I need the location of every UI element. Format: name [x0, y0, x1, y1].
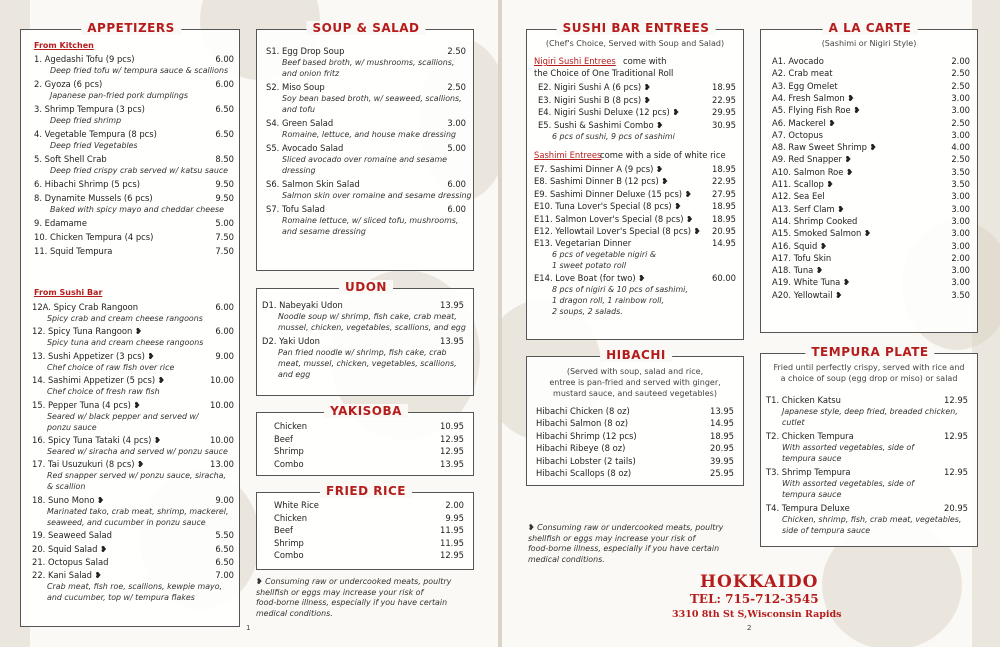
menu-item-description: Chef choice of fresh raw fish — [47, 387, 160, 397]
hibachi-title: HIBACHI — [600, 348, 672, 362]
from-kitchen-label: From Kitchen — [34, 41, 94, 50]
menu-item-description: mussel, chicken, vegetables, scallions, and egg — [278, 323, 466, 332]
menu-item-description: Japanese style, deep fried, breaded chicken, — [782, 407, 958, 416]
menu-item-price: 2.50 — [447, 82, 466, 92]
menu-item-price: 10.95 — [440, 421, 464, 431]
menu-item-price: 18.95 — [712, 213, 736, 224]
sushi-bar-subtitle: (Chef's Choice, Served with Soup and Salad) — [545, 39, 725, 48]
menu-item-name: T4. Tempura Deluxe — [766, 503, 850, 513]
menu-item-price: 3.00 — [951, 215, 970, 226]
menu-item-price: 7.50 — [215, 232, 234, 242]
consumer-advisory-line: medical conditions. — [528, 554, 605, 564]
menu-item-price: 12.95 — [944, 431, 968, 441]
menu-item-name: E10. Tuna Lover's Special (8 pcs) ❥ — [534, 201, 682, 212]
sashimi-entrees-note: come with a side of white rice — [600, 150, 726, 160]
menu-item-price: 6.00 — [447, 179, 466, 189]
menu-item-name: A13. Serf Clam ❥ — [772, 203, 845, 214]
menu-item-price: 6.00 — [215, 326, 234, 337]
menu-item-price: 12.95 — [440, 550, 464, 560]
menu-item-price: 6.50 — [215, 129, 234, 139]
menu-item-name: 14. Sashimi Appetizer (5 pcs) ❥ — [32, 375, 165, 386]
yakisoba-title: YAKISOBA — [324, 404, 408, 418]
menu-item-name: Hibachi Salmon (8 oz) — [536, 418, 629, 429]
menu-item-name: Combo — [274, 550, 304, 560]
menu-item-description: 6 pcs of sushi, 9 pcs of sashimi — [552, 131, 675, 141]
menu-item-name: E8. Sashimi Dinner B (12 pcs) ❥ — [534, 176, 669, 187]
menu-item-name: 13. Sushi Appetizer (3 pcs) ❥ — [32, 350, 155, 361]
menu-item-description: Deep fried crispy crab served w/ katsu sauce — [50, 166, 229, 175]
menu-item-price: 13.00 — [210, 459, 234, 470]
hibachi-subtitle-line: entree is pan-fried and served with ginger, — [549, 378, 721, 387]
menu-item-name: T3. Shrimp Tempura — [766, 467, 851, 477]
nigiri-entrees-label: Nigiri Sushi Entrees — [534, 56, 616, 66]
menu-item-price: 10.00 — [210, 375, 234, 386]
tempura-plate-title: TEMPURA PLATE — [805, 345, 934, 359]
menu-item-price: 2.00 — [951, 252, 970, 263]
from-sushi-bar-label: From Sushi Bar — [34, 288, 103, 297]
menu-item-name: 9. Edamame — [34, 218, 87, 228]
menu-item-price: 3.00 — [951, 203, 970, 214]
menu-item-description: Chicken, shrimp, fish, crab meat, vegetables, — [782, 515, 962, 524]
menu-item-description: 1 dragon roll, 1 rainbow roll, — [552, 295, 664, 305]
menu-item-price: 2.00 — [445, 500, 464, 510]
menu-item-price: 2.50 — [951, 154, 970, 165]
menu-item-name: 5. Soft Shell Crab — [34, 154, 107, 164]
menu-item-price: 22.95 — [712, 176, 736, 187]
menu-item-name: Shrimp — [274, 537, 304, 548]
tempura-subtitle-line: Fried until perfectly crispy, served with rice and — [773, 363, 965, 372]
menu-item-price: 20.95 — [712, 226, 736, 236]
menu-item-name: Chicken — [274, 512, 308, 523]
menu-item-price: 9.50 — [215, 179, 234, 189]
menu-item-name: 20. Squid Salad ❥ — [32, 543, 108, 554]
menu-item-name: 6. Hibachi Shrimp (5 pcs) — [34, 179, 140, 189]
hibachi-subtitle-line: mustard sauce, and sauteed vegetables) — [553, 389, 717, 398]
menu-item-name: A4. Fresh Salmon ❥ — [772, 92, 855, 103]
menu-item-name: A10. Salmon Roe ❥ — [772, 166, 854, 177]
menu-item-name: White Rice — [274, 500, 319, 510]
menu-item-description: seaweed, and cucumber in ponzu sauce — [47, 517, 206, 527]
menu-item-description: Chef choice of raw fish over rice — [47, 362, 175, 372]
menu-item-name: 4. Vegetable Tempura (8 pcs) — [34, 129, 157, 139]
menu-item-price: 11.95 — [440, 537, 464, 548]
menu-item-price: 13.95 — [440, 300, 464, 310]
menu-item-name: E5. Sushi & Sashimi Combo ❥ — [538, 119, 664, 130]
menu-item-name: Beef — [274, 525, 293, 535]
menu-item-price: 18.95 — [710, 430, 734, 441]
menu-item-price: 60.00 — [712, 272, 736, 283]
menu-item-name: 12A. Spicy Crab Rangoon — [32, 302, 139, 312]
menu-item-name: S5. Avocado Salad — [266, 143, 344, 153]
menu-item-name: D1. Nabeyaki Udon — [262, 300, 343, 310]
restaurant-address: 3310 8th St S,Wisconsin Rapids — [672, 609, 842, 620]
menu-item-price: 2.00 — [951, 56, 970, 66]
restaurant-phone: TEL: 715-712-3545 — [690, 592, 819, 606]
menu-item-price: 12.95 — [440, 446, 464, 456]
udon-title: UDON — [339, 280, 393, 294]
menu-item-name: 8. Dynamite Mussels (6 pcs) — [34, 193, 153, 203]
menu-item-name: 21. Octopus Salad — [32, 557, 109, 567]
menu-item-price: 12.95 — [944, 467, 968, 477]
menu-item-name: T2. Chicken Tempura — [766, 431, 854, 441]
menu-item-price: 9.00 — [215, 350, 234, 361]
menu-item-name: S1. Egg Drop Soup — [266, 46, 345, 56]
menu-item-name: 1. Agedashi Tofu (9 pcs) — [34, 54, 135, 64]
menu-item-description: ponzu sauce — [47, 422, 97, 432]
a-la-carte-title: A LA CARTE — [823, 21, 918, 35]
menu-item-name: A7. Octopus — [772, 129, 823, 140]
menu-item-name: E7. Sashimi Dinner A (9 pcs) ❥ — [534, 164, 664, 174]
menu-item-description: 2 soups, 2 salads. — [552, 306, 623, 316]
a-la-carte-subtitle: (Sashimi or Nigiri Style) — [821, 39, 917, 48]
menu-item-description: Beef based broth, w/ mushrooms, scallions, — [282, 58, 455, 67]
consumer-advisory-line: food-borne illness, especially if you have certain — [528, 544, 720, 553]
menu-item-description: Marinated tako, crab meat, shrimp, mackerel, — [47, 506, 229, 516]
menu-item-name: Shrimp — [274, 446, 304, 456]
menu-item-name: A19. White Tuna ❥ — [772, 277, 850, 288]
menu-item-name: Hibachi Ribeye (8 oz) — [536, 443, 626, 454]
menu-item-price: 3.00 — [951, 240, 970, 251]
menu-item-description: Noodle soup w/ shrimp, fish cake, crab meat, — [278, 312, 457, 321]
menu-item-price: 3.00 — [951, 105, 970, 116]
menu-item-name: 16. Spicy Tuna Tataki (4 pcs) ❥ — [32, 435, 162, 445]
menu-item-price: 6.00 — [215, 79, 234, 89]
menu-item-price: 6.50 — [215, 557, 234, 567]
menu-item-description: Romaine, lettuce, and house make dressing — [282, 130, 456, 139]
menu-item-description: meat, mussel, chicken, vegetables, scallions, — [278, 359, 457, 368]
menu-item-price: 3.00 — [951, 129, 970, 140]
menu-item-price: 30.95 — [712, 119, 736, 130]
menu-item-name: A11. Scallop ❥ — [772, 179, 834, 189]
menu-item-name: A8. Raw Sweet Shrimp ❥ — [772, 142, 877, 153]
menu-item-price: 29.95 — [712, 107, 736, 117]
menu-item-description: and egg — [278, 370, 311, 379]
menu-item-price: 9.50 — [215, 193, 234, 203]
menu-item-name: Hibachi Shrimp (12 pcs) — [536, 430, 637, 441]
consumer-advisory-line: shellfish or eggs may increase your risk of — [528, 533, 696, 543]
menu-item-price: 39.95 — [710, 455, 734, 466]
menu-item-description: and tofu — [282, 105, 316, 114]
menu-item-price: 20.95 — [710, 443, 734, 454]
menu-item-name: Hibachi Scallops (8 oz) — [536, 468, 632, 478]
menu-item-name: S7. Tofu Salad — [266, 204, 325, 214]
menu-item-name: 12. Spicy Tuna Rangoon ❥ — [32, 326, 143, 337]
nigiri-entrees-note: come with — [623, 56, 667, 66]
menu-item-price: 2.50 — [951, 80, 970, 91]
menu-item-description: tempura sauce — [782, 454, 842, 463]
menu-item-price: 9.95 — [445, 512, 464, 523]
tempura-subtitle-line: a choice of soup (egg drop or miso) or salad — [780, 374, 958, 383]
menu-item-name: Chicken — [274, 421, 308, 431]
consumer-advisory-line: medical conditions. — [256, 608, 333, 618]
menu-item-description: With assorted vegetables, side of — [782, 443, 914, 452]
menu-item-description: 8 pcs of nigiri & 10 pcs of sashimi, — [552, 284, 688, 294]
menu-item-description: Spicy tuna and cream cheese rangoons — [47, 338, 204, 348]
menu-item-price: 9.00 — [215, 494, 234, 505]
menu-item-name: A20. Yellowtail ❥ — [772, 289, 843, 300]
menu-item-name: A9. Red Snapper ❥ — [772, 154, 852, 165]
menu-item-price: 3.00 — [951, 277, 970, 288]
menu-item-name: E13. Vegetarian Dinner — [534, 238, 632, 249]
menu-item-price: 3.00 — [951, 228, 970, 239]
menu-item-name: A5. Flying Fish Roe ❥ — [772, 105, 861, 116]
menu-item-description: tempura sauce — [782, 490, 842, 499]
menu-item-price: 10.00 — [210, 399, 234, 410]
menu-item-price: 22.95 — [712, 94, 736, 105]
menu-item-description: side of tempura sauce — [782, 526, 871, 535]
page-number-right: 2 — [747, 624, 752, 632]
consumer-advisory-line: ❥ Consuming raw or undercooked meats, poultry — [256, 577, 452, 586]
consumer-advisory-line: shellfish or eggs may increase your risk of — [256, 587, 424, 597]
menu-item-price: 6.00 — [447, 204, 466, 214]
hibachi-subtitle-line: (Served with soup, salad and rice, — [566, 367, 704, 376]
menu-item-name: S4. Green Salad — [266, 118, 334, 128]
menu-item-price: 3.50 — [951, 289, 970, 300]
menu-item-name: E3. Nigiri Sushi B (8 pcs) ❥ — [538, 94, 651, 105]
menu-item-name: E11. Salmon Lover's Special (8 pcs) ❥ — [534, 213, 694, 224]
menu-item-description: Sliced avocado over romaine and sesame — [282, 155, 448, 164]
menu-item-price: 27.95 — [712, 188, 736, 199]
menu-item-name: A12. Sea Eel — [772, 191, 825, 202]
menu-item-price: 3.00 — [447, 118, 466, 128]
menu-item-name: Hibachi Lobster (2 tails) — [536, 455, 636, 466]
menu-item-name: 19. Seaweed Salad — [32, 530, 112, 541]
menu-item-description: & scallion — [47, 482, 86, 492]
menu-item-name: E14. Love Boat (for two) ❥ — [534, 272, 646, 283]
menu-item-description: With assorted vegetables, side of — [782, 479, 914, 488]
menu-item-price: 20.95 — [944, 503, 968, 513]
menu-item-name: 3. Shrimp Tempura (3 pcs) — [34, 104, 145, 114]
menu-item-description: Crab meat, fish roe, scallions, kewpie mayo, — [47, 582, 223, 592]
nigiri-entrees-note-2: the Choice of One Traditional Roll — [534, 68, 674, 78]
menu-item-price: 10.00 — [210, 435, 234, 445]
menu-item-name: A6. Mackerel ❥ — [772, 117, 836, 128]
menu-item-name: A1. Avocado — [772, 56, 824, 66]
menu-item-name: 22. Kani Salad ❥ — [32, 570, 102, 581]
menu-item-description: Japanese pan-fried pork dumplings — [50, 91, 188, 100]
menu-item-description: and sesame dressing — [282, 227, 366, 236]
menu-item-price: 25.95 — [710, 468, 734, 478]
menu-item-name: 10. Chicken Tempura (4 pcs) — [34, 232, 154, 242]
menu-item-description: Soy bean based broth, w/ seaweed, scallions, — [282, 94, 462, 103]
menu-item-description: Deep fried tofu w/ tempura sauce & scallions — [50, 66, 229, 75]
menu-item-description: Pan fried noodle w/ shrimp, fish cake, crab — [278, 348, 447, 357]
menu-item-name: T1. Chicken Katsu — [766, 395, 841, 405]
menu-item-price: 13.95 — [440, 458, 464, 469]
restaurant-logo: HOKKAIDO — [700, 572, 819, 592]
menu-item-price: 3.50 — [951, 166, 970, 177]
menu-item-price: 3.50 — [951, 179, 970, 189]
appetizers-title: APPETIZERS — [81, 21, 181, 35]
menu-item-name: D2. Yaki Udon — [262, 336, 320, 346]
menu-item-price: 12.95 — [440, 433, 464, 444]
menu-item-price: 5.00 — [215, 218, 234, 228]
menu-item-description: and cucumber, top w/ tempura flakes — [47, 593, 195, 603]
menu-item-price: 6.00 — [215, 54, 234, 64]
menu-item-description: Seared w/ black pepper and served w/ — [47, 411, 199, 421]
menu-item-name: S2. Miso Soup — [266, 82, 325, 92]
menu-item-name: 17. Tai Usuzukuri (8 pcs) ❥ — [32, 459, 145, 470]
fried-rice-title: FRIED RICE — [320, 484, 412, 498]
menu-item-name: A15. Smoked Salmon ❥ — [772, 228, 872, 239]
menu-item-price: 13.95 — [440, 336, 464, 346]
menu-item-name: A14. Shrimp Cooked — [772, 215, 858, 226]
menu-item-description: and onion fritz — [282, 69, 340, 78]
menu-item-price: 8.50 — [215, 154, 234, 164]
menu-item-name: A16. Squid ❥ — [772, 240, 827, 251]
menu-item-description: cutlet — [782, 418, 805, 427]
menu-item-price: 11.95 — [440, 525, 464, 535]
menu-item-name: 11. Squid Tempura — [34, 246, 113, 256]
menu-item-name: A18. Tuna ❥ — [772, 265, 823, 276]
menu-item-price: 6.50 — [215, 104, 234, 114]
menu-item-price: 3.00 — [951, 265, 970, 276]
menu-item-name: S6. Salmon Skin Salad — [266, 179, 360, 189]
menu-item-name: E12. Yellowtail Lover's Special (8 pcs) ❥ — [534, 226, 701, 236]
page-number-left: 1 — [246, 624, 251, 632]
menu-item-price: 5.00 — [447, 143, 466, 153]
menu-item-price: 18.95 — [712, 201, 736, 212]
menu-item-description: 1 sweet potato roll — [552, 261, 627, 271]
menu-item-price: 2.50 — [951, 68, 970, 79]
menu-item-price: 6.00 — [215, 302, 234, 312]
soup-salad-title: SOUP & SALAD — [306, 21, 425, 35]
menu-item-name: E9. Sashimi Dinner Deluxe (15 pcs) ❥ — [534, 188, 692, 199]
menu-item-price: 5.50 — [215, 530, 234, 541]
menu-item-price: 7.50 — [215, 246, 234, 256]
menu-item-price: 13.95 — [710, 406, 734, 416]
menu-item-name: 2. Gyoza (6 pcs) — [34, 79, 103, 89]
menu-item-description: Deep fried Vegetables — [50, 141, 138, 150]
menu-item-name: Combo — [274, 458, 304, 469]
menu-item-description: Baked with spicy mayo and cheddar cheese — [50, 205, 224, 214]
menu-item-price: 4.00 — [951, 142, 970, 153]
menu-item-name: A17. Tofu Skin — [772, 252, 832, 263]
menu-item-name: 18. Suno Mono ❥ — [32, 494, 105, 505]
menu-item-price: 14.95 — [710, 418, 734, 429]
menu-item-name: E4. Nigiri Sushi Deluxe (12 pcs) ❥ — [538, 107, 680, 117]
menu-item-price: 3.00 — [951, 92, 970, 103]
menu-item-description: Spicy crab and cream cheese rangoons — [47, 314, 203, 323]
consumer-advisory-line: ❥ Consuming raw or undercooked meats, poultry — [528, 523, 724, 532]
menu-item-price: 3.00 — [951, 191, 970, 202]
menu-item-name: A2. Crab meat — [772, 68, 833, 79]
menu-item-description: Romaine lettuce, w/ sliced tofu, mushrooms, — [282, 216, 459, 225]
menu-item-price: 7.00 — [215, 570, 234, 581]
menu-item-description: Deep fried shrimp — [50, 116, 122, 125]
menu-item-description: dressing — [282, 166, 316, 175]
menu-item-name: 15. Pepper Tuna (4 pcs) ❥ — [32, 399, 141, 410]
menu-item-price: 18.95 — [712, 164, 736, 174]
menu-item-price: 18.95 — [712, 82, 736, 92]
menu-item-price: 14.95 — [712, 238, 736, 249]
menu-item-price: 12.95 — [944, 395, 968, 405]
menu-item-price: 2.50 — [447, 46, 466, 56]
menu-item-name: Beef — [274, 433, 293, 444]
menu-item-description: Salmon skin over romaine and sesame dressing — [282, 191, 472, 200]
menu-item-name: A3. Egg Omelet — [772, 80, 838, 91]
menu-item-price: 2.50 — [951, 117, 970, 128]
menu-item-name: Hibachi Chicken (8 oz) — [536, 406, 630, 416]
menu-item-name: E2. Nigiri Sushi A (6 pcs) ❥ — [538, 82, 651, 92]
sashimi-entrees-label: Sashimi Entrees — [534, 150, 602, 160]
menu-item-description: Red snapper served w/ ponzu sauce, siracha, — [47, 471, 227, 481]
consumer-advisory-line: food-borne illness, especially if you have certain — [256, 598, 448, 607]
menu-item-description: Seared w/ siracha and served w/ ponzu sauce — [47, 447, 228, 456]
menu-item-description: 6 pcs of vegetable nigiri & — [552, 250, 656, 260]
menu-item-price: 6.50 — [215, 543, 234, 554]
sushi-bar-title: SUSHI BAR ENTREES — [557, 21, 716, 35]
